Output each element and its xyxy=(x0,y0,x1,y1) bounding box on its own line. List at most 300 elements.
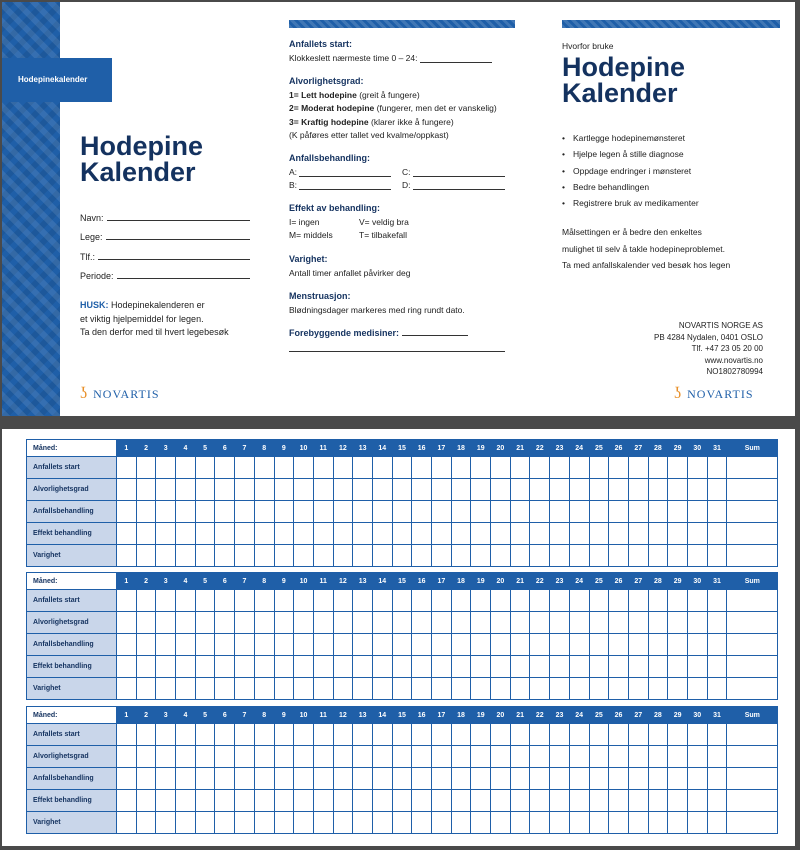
day-cell[interactable] xyxy=(687,678,707,700)
day-cell[interactable] xyxy=(294,746,314,768)
day-cell[interactable] xyxy=(569,501,589,523)
day-cell[interactable] xyxy=(569,768,589,790)
day-cell[interactable] xyxy=(156,590,176,612)
day-cell[interactable] xyxy=(491,590,511,612)
day-cell[interactable] xyxy=(687,768,707,790)
day-cell[interactable] xyxy=(392,479,412,501)
day-cell[interactable] xyxy=(668,457,688,479)
day-cell[interactable] xyxy=(176,768,196,790)
day-cell[interactable] xyxy=(176,457,196,479)
day-cell[interactable] xyxy=(707,678,727,700)
day-cell[interactable] xyxy=(530,457,550,479)
day-cell[interactable] xyxy=(215,590,235,612)
day-cell[interactable] xyxy=(274,656,294,678)
day-cell[interactable] xyxy=(471,545,491,567)
field-doctor[interactable] xyxy=(80,223,250,243)
day-cell[interactable] xyxy=(432,545,452,567)
day-cell[interactable] xyxy=(668,812,688,834)
day-cell[interactable] xyxy=(451,768,471,790)
day-cell[interactable] xyxy=(451,724,471,746)
day-cell[interactable] xyxy=(353,656,373,678)
day-cell[interactable] xyxy=(333,812,353,834)
day-cell[interactable] xyxy=(372,746,392,768)
day-cell[interactable] xyxy=(451,746,471,768)
day-cell[interactable] xyxy=(254,724,274,746)
day-cell[interactable] xyxy=(648,790,668,812)
day-cell[interactable] xyxy=(294,678,314,700)
day-cell[interactable] xyxy=(628,746,648,768)
day-cell[interactable] xyxy=(156,812,176,834)
day-cell[interactable] xyxy=(254,545,274,567)
day-cell[interactable] xyxy=(195,501,215,523)
day-cell[interactable] xyxy=(235,545,255,567)
day-cell[interactable] xyxy=(313,768,333,790)
day-cell[interactable] xyxy=(510,724,530,746)
day-cell[interactable] xyxy=(372,545,392,567)
day-cell[interactable] xyxy=(609,634,629,656)
day-cell[interactable] xyxy=(353,612,373,634)
day-cell[interactable] xyxy=(412,523,432,545)
day-cell[interactable] xyxy=(707,590,727,612)
day-cell[interactable] xyxy=(648,768,668,790)
day-cell[interactable] xyxy=(353,545,373,567)
day-cell[interactable] xyxy=(117,634,137,656)
sum-cell[interactable] xyxy=(727,656,778,678)
day-cell[interactable] xyxy=(215,812,235,834)
sum-cell[interactable] xyxy=(727,545,778,567)
day-cell[interactable] xyxy=(392,590,412,612)
day-cell[interactable] xyxy=(648,634,668,656)
day-cell[interactable] xyxy=(117,656,137,678)
month-label[interactable]: Måned: xyxy=(27,707,117,724)
day-cell[interactable] xyxy=(432,812,452,834)
day-cell[interactable] xyxy=(117,768,137,790)
day-cell[interactable] xyxy=(471,746,491,768)
day-cell[interactable] xyxy=(353,501,373,523)
day-cell[interactable] xyxy=(510,790,530,812)
day-cell[interactable] xyxy=(274,590,294,612)
day-cell[interactable] xyxy=(136,656,156,678)
day-cell[interactable] xyxy=(451,545,471,567)
day-cell[interactable] xyxy=(353,768,373,790)
day-cell[interactable] xyxy=(451,501,471,523)
day-cell[interactable] xyxy=(254,790,274,812)
day-cell[interactable] xyxy=(491,656,511,678)
day-cell[interactable] xyxy=(235,678,255,700)
day-cell[interactable] xyxy=(530,479,550,501)
day-cell[interactable] xyxy=(707,479,727,501)
day-cell[interactable] xyxy=(471,724,491,746)
day-cell[interactable] xyxy=(215,612,235,634)
day-cell[interactable] xyxy=(510,523,530,545)
day-cell[interactable] xyxy=(333,634,353,656)
day-cell[interactable] xyxy=(550,790,570,812)
day-cell[interactable] xyxy=(491,457,511,479)
day-cell[interactable] xyxy=(530,501,550,523)
day-cell[interactable] xyxy=(254,634,274,656)
day-cell[interactable] xyxy=(294,812,314,834)
day-cell[interactable] xyxy=(176,612,196,634)
day-cell[interactable] xyxy=(294,724,314,746)
day-cell[interactable] xyxy=(156,724,176,746)
day-cell[interactable] xyxy=(707,812,727,834)
day-cell[interactable] xyxy=(195,656,215,678)
day-cell[interactable] xyxy=(215,634,235,656)
day-cell[interactable] xyxy=(117,523,137,545)
day-cell[interactable] xyxy=(609,457,629,479)
day-cell[interactable] xyxy=(569,746,589,768)
day-cell[interactable] xyxy=(569,612,589,634)
day-cell[interactable] xyxy=(569,724,589,746)
day-cell[interactable] xyxy=(254,479,274,501)
day-cell[interactable] xyxy=(589,790,609,812)
day-cell[interactable] xyxy=(628,724,648,746)
day-cell[interactable] xyxy=(668,768,688,790)
day-cell[interactable] xyxy=(530,634,550,656)
day-cell[interactable] xyxy=(412,746,432,768)
day-cell[interactable] xyxy=(648,812,668,834)
day-cell[interactable] xyxy=(471,612,491,634)
day-cell[interactable] xyxy=(176,812,196,834)
sum-cell[interactable] xyxy=(727,590,778,612)
day-cell[interactable] xyxy=(451,590,471,612)
day-cell[interactable] xyxy=(215,656,235,678)
day-cell[interactable] xyxy=(412,678,432,700)
day-cell[interactable] xyxy=(215,545,235,567)
day-cell[interactable] xyxy=(117,746,137,768)
day-cell[interactable] xyxy=(707,724,727,746)
day-cell[interactable] xyxy=(432,656,452,678)
day-cell[interactable] xyxy=(117,479,137,501)
day-cell[interactable] xyxy=(668,612,688,634)
day-cell[interactable] xyxy=(215,790,235,812)
day-cell[interactable] xyxy=(609,790,629,812)
day-cell[interactable] xyxy=(668,724,688,746)
day-cell[interactable] xyxy=(550,479,570,501)
day-cell[interactable] xyxy=(530,590,550,612)
day-cell[interactable] xyxy=(372,523,392,545)
day-cell[interactable] xyxy=(136,812,156,834)
day-cell[interactable] xyxy=(707,612,727,634)
day-cell[interactable] xyxy=(589,590,609,612)
day-cell[interactable] xyxy=(176,479,196,501)
day-cell[interactable] xyxy=(274,612,294,634)
day-cell[interactable] xyxy=(353,479,373,501)
day-cell[interactable] xyxy=(195,612,215,634)
field-period[interactable] xyxy=(80,262,250,282)
day-cell[interactable] xyxy=(609,746,629,768)
day-cell[interactable] xyxy=(353,634,373,656)
day-cell[interactable] xyxy=(550,768,570,790)
day-cell[interactable] xyxy=(510,768,530,790)
day-cell[interactable] xyxy=(215,678,235,700)
day-cell[interactable] xyxy=(136,746,156,768)
day-cell[interactable] xyxy=(313,457,333,479)
day-cell[interactable] xyxy=(195,724,215,746)
day-cell[interactable] xyxy=(471,590,491,612)
day-cell[interactable] xyxy=(313,612,333,634)
day-cell[interactable] xyxy=(294,612,314,634)
day-cell[interactable] xyxy=(432,678,452,700)
day-cell[interactable] xyxy=(313,724,333,746)
day-cell[interactable] xyxy=(510,457,530,479)
day-cell[interactable] xyxy=(136,790,156,812)
day-cell[interactable] xyxy=(274,634,294,656)
day-cell[interactable] xyxy=(392,612,412,634)
day-cell[interactable] xyxy=(432,457,452,479)
day-cell[interactable] xyxy=(510,545,530,567)
day-cell[interactable] xyxy=(215,457,235,479)
day-cell[interactable] xyxy=(294,545,314,567)
day-cell[interactable] xyxy=(569,678,589,700)
day-cell[interactable] xyxy=(432,724,452,746)
day-cell[interactable] xyxy=(648,724,668,746)
day-cell[interactable] xyxy=(432,768,452,790)
month-label[interactable]: Måned: xyxy=(27,573,117,590)
day-cell[interactable] xyxy=(412,501,432,523)
day-cell[interactable] xyxy=(491,724,511,746)
day-cell[interactable] xyxy=(451,479,471,501)
day-cell[interactable] xyxy=(156,768,176,790)
day-cell[interactable] xyxy=(353,523,373,545)
day-cell[interactable] xyxy=(235,612,255,634)
day-cell[interactable] xyxy=(648,501,668,523)
day-cell[interactable] xyxy=(136,523,156,545)
day-cell[interactable] xyxy=(589,501,609,523)
day-cell[interactable] xyxy=(451,790,471,812)
sum-cell[interactable] xyxy=(727,523,778,545)
day-cell[interactable] xyxy=(215,768,235,790)
day-cell[interactable] xyxy=(274,724,294,746)
day-cell[interactable] xyxy=(313,501,333,523)
day-cell[interactable] xyxy=(117,545,137,567)
day-cell[interactable] xyxy=(294,457,314,479)
day-cell[interactable] xyxy=(215,724,235,746)
day-cell[interactable] xyxy=(668,545,688,567)
sum-cell[interactable] xyxy=(727,612,778,634)
day-cell[interactable] xyxy=(176,724,196,746)
day-cell[interactable] xyxy=(550,678,570,700)
day-cell[interactable] xyxy=(530,812,550,834)
day-cell[interactable] xyxy=(274,812,294,834)
day-cell[interactable] xyxy=(510,746,530,768)
day-cell[interactable] xyxy=(333,768,353,790)
sum-cell[interactable] xyxy=(727,457,778,479)
day-cell[interactable] xyxy=(707,746,727,768)
day-cell[interactable] xyxy=(550,545,570,567)
day-cell[interactable] xyxy=(589,724,609,746)
day-cell[interactable] xyxy=(668,523,688,545)
day-cell[interactable] xyxy=(687,724,707,746)
day-cell[interactable] xyxy=(510,812,530,834)
day-cell[interactable] xyxy=(353,790,373,812)
day-cell[interactable] xyxy=(668,746,688,768)
day-cell[interactable] xyxy=(628,812,648,834)
day-cell[interactable] xyxy=(648,590,668,612)
day-cell[interactable] xyxy=(707,634,727,656)
day-cell[interactable] xyxy=(491,790,511,812)
day-cell[interactable] xyxy=(550,523,570,545)
day-cell[interactable] xyxy=(432,479,452,501)
day-cell[interactable] xyxy=(648,479,668,501)
day-cell[interactable] xyxy=(136,479,156,501)
day-cell[interactable] xyxy=(451,523,471,545)
day-cell[interactable] xyxy=(176,523,196,545)
day-cell[interactable] xyxy=(294,479,314,501)
day-cell[interactable] xyxy=(589,768,609,790)
day-cell[interactable] xyxy=(353,678,373,700)
day-cell[interactable] xyxy=(313,812,333,834)
day-cell[interactable] xyxy=(372,634,392,656)
sum-cell[interactable] xyxy=(727,678,778,700)
day-cell[interactable] xyxy=(609,590,629,612)
day-cell[interactable] xyxy=(530,790,550,812)
day-cell[interactable] xyxy=(294,590,314,612)
day-cell[interactable] xyxy=(176,590,196,612)
day-cell[interactable] xyxy=(707,790,727,812)
day-cell[interactable] xyxy=(687,790,707,812)
sum-cell[interactable] xyxy=(727,479,778,501)
day-cell[interactable] xyxy=(372,656,392,678)
day-cell[interactable] xyxy=(648,678,668,700)
day-cell[interactable] xyxy=(550,612,570,634)
day-cell[interactable] xyxy=(589,812,609,834)
day-cell[interactable] xyxy=(432,746,452,768)
day-cell[interactable] xyxy=(156,634,176,656)
day-cell[interactable] xyxy=(510,678,530,700)
day-cell[interactable] xyxy=(392,457,412,479)
day-cell[interactable] xyxy=(136,612,156,634)
day-cell[interactable] xyxy=(471,812,491,834)
day-cell[interactable] xyxy=(530,656,550,678)
day-cell[interactable] xyxy=(176,634,196,656)
day-cell[interactable] xyxy=(550,724,570,746)
day-cell[interactable] xyxy=(392,746,412,768)
day-cell[interactable] xyxy=(569,545,589,567)
day-cell[interactable] xyxy=(156,501,176,523)
day-cell[interactable] xyxy=(569,634,589,656)
day-cell[interactable] xyxy=(589,612,609,634)
day-cell[interactable] xyxy=(550,656,570,678)
day-cell[interactable] xyxy=(707,457,727,479)
day-cell[interactable] xyxy=(628,590,648,612)
day-cell[interactable] xyxy=(235,479,255,501)
day-cell[interactable] xyxy=(412,612,432,634)
day-cell[interactable] xyxy=(412,479,432,501)
day-cell[interactable] xyxy=(274,457,294,479)
day-cell[interactable] xyxy=(392,678,412,700)
day-cell[interactable] xyxy=(333,590,353,612)
day-cell[interactable] xyxy=(550,634,570,656)
day-cell[interactable] xyxy=(195,590,215,612)
day-cell[interactable] xyxy=(471,656,491,678)
day-cell[interactable] xyxy=(569,479,589,501)
sum-cell[interactable] xyxy=(727,746,778,768)
day-cell[interactable] xyxy=(432,523,452,545)
day-cell[interactable] xyxy=(491,678,511,700)
day-cell[interactable] xyxy=(628,545,648,567)
day-cell[interactable] xyxy=(176,790,196,812)
day-cell[interactable] xyxy=(235,812,255,834)
day-cell[interactable] xyxy=(609,656,629,678)
day-cell[interactable] xyxy=(569,523,589,545)
day-cell[interactable] xyxy=(313,590,333,612)
day-cell[interactable] xyxy=(491,634,511,656)
day-cell[interactable] xyxy=(392,656,412,678)
day-cell[interactable] xyxy=(195,634,215,656)
day-cell[interactable] xyxy=(491,746,511,768)
day-cell[interactable] xyxy=(412,590,432,612)
day-cell[interactable] xyxy=(294,634,314,656)
day-cell[interactable] xyxy=(609,812,629,834)
day-cell[interactable] xyxy=(530,678,550,700)
day-cell[interactable] xyxy=(274,523,294,545)
day-cell[interactable] xyxy=(471,501,491,523)
day-cell[interactable] xyxy=(550,457,570,479)
day-cell[interactable] xyxy=(333,545,353,567)
day-cell[interactable] xyxy=(235,634,255,656)
day-cell[interactable] xyxy=(156,790,176,812)
day-cell[interactable] xyxy=(353,457,373,479)
day-cell[interactable] xyxy=(412,634,432,656)
day-cell[interactable] xyxy=(235,656,255,678)
day-cell[interactable] xyxy=(609,523,629,545)
day-cell[interactable] xyxy=(628,501,648,523)
day-cell[interactable] xyxy=(392,523,412,545)
day-cell[interactable] xyxy=(510,479,530,501)
day-cell[interactable] xyxy=(412,545,432,567)
day-cell[interactable] xyxy=(372,457,392,479)
day-cell[interactable] xyxy=(333,501,353,523)
day-cell[interactable] xyxy=(176,545,196,567)
day-cell[interactable] xyxy=(569,656,589,678)
day-cell[interactable] xyxy=(274,678,294,700)
day-cell[interactable] xyxy=(176,501,196,523)
day-cell[interactable] xyxy=(235,457,255,479)
day-cell[interactable] xyxy=(372,812,392,834)
day-cell[interactable] xyxy=(156,678,176,700)
day-cell[interactable] xyxy=(648,656,668,678)
day-cell[interactable] xyxy=(530,523,550,545)
day-cell[interactable] xyxy=(195,523,215,545)
day-cell[interactable] xyxy=(117,501,137,523)
day-cell[interactable] xyxy=(628,790,648,812)
day-cell[interactable] xyxy=(294,768,314,790)
day-cell[interactable] xyxy=(117,612,137,634)
day-cell[interactable] xyxy=(510,590,530,612)
day-cell[interactable] xyxy=(392,812,412,834)
day-cell[interactable] xyxy=(707,501,727,523)
month-label[interactable]: Måned: xyxy=(27,440,117,457)
day-cell[interactable] xyxy=(235,523,255,545)
day-cell[interactable] xyxy=(136,678,156,700)
day-cell[interactable] xyxy=(569,457,589,479)
day-cell[interactable] xyxy=(491,523,511,545)
day-cell[interactable] xyxy=(294,501,314,523)
day-cell[interactable] xyxy=(550,746,570,768)
day-cell[interactable] xyxy=(707,545,727,567)
day-cell[interactable] xyxy=(569,812,589,834)
day-cell[interactable] xyxy=(333,678,353,700)
day-cell[interactable] xyxy=(333,612,353,634)
day-cell[interactable] xyxy=(648,612,668,634)
day-cell[interactable] xyxy=(254,678,274,700)
day-cell[interactable] xyxy=(510,634,530,656)
day-cell[interactable] xyxy=(687,656,707,678)
day-cell[interactable] xyxy=(648,545,668,567)
day-cell[interactable] xyxy=(215,746,235,768)
day-cell[interactable] xyxy=(392,768,412,790)
